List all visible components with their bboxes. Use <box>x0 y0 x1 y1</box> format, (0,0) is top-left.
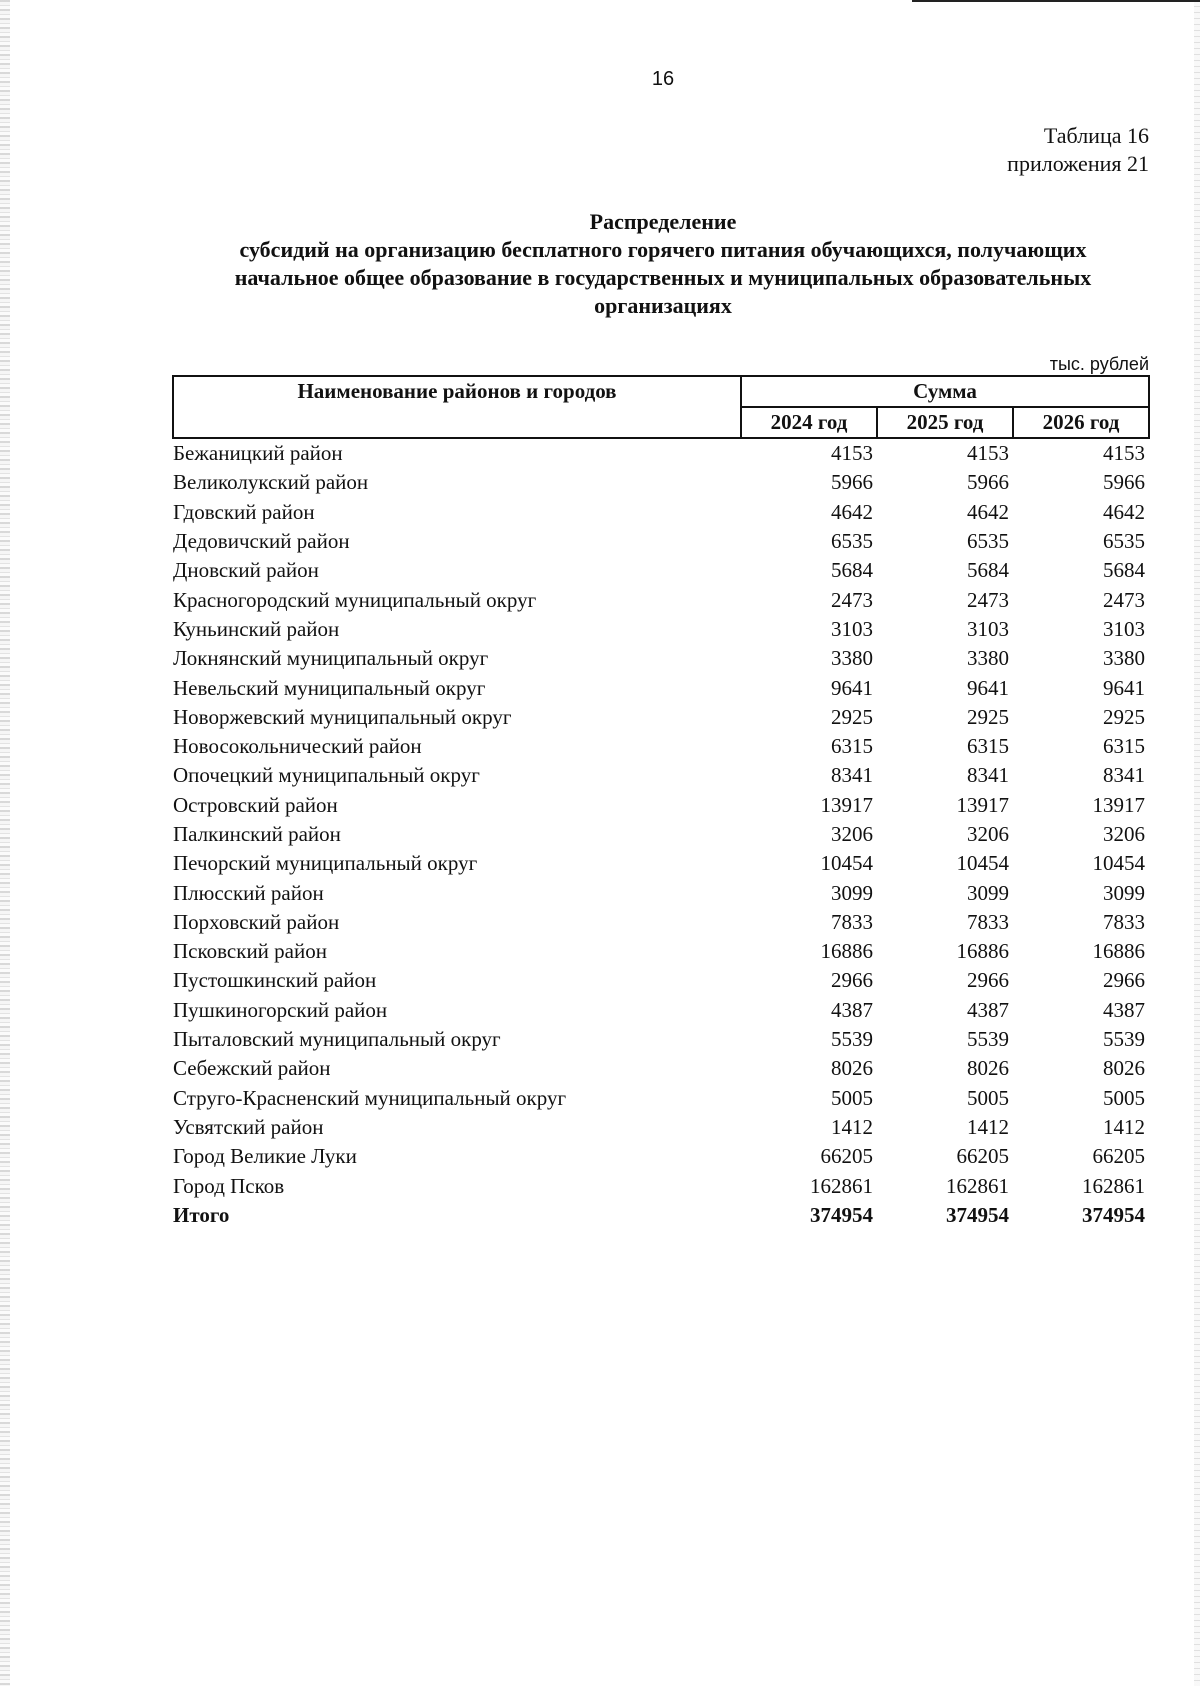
row-name: Опочецкий муниципальный округ <box>173 763 480 788</box>
units-label: тыс. рублей <box>1049 354 1149 374</box>
row-value-2025: 5005 <box>967 1085 1009 1110</box>
row-name: Пушкиногорский район <box>173 997 388 1022</box>
row-value-2026: 1412 <box>1103 1114 1146 1139</box>
row-name: Порховский район <box>173 909 340 934</box>
table-row <box>173 937 1149 966</box>
row-value-2026: 7833 <box>1103 909 1146 934</box>
table-row <box>173 908 1149 937</box>
row-value-2026: 3103 <box>1103 616 1146 641</box>
table-row <box>173 1025 1149 1054</box>
row-name: Красногородский муниципальный округ <box>173 587 537 612</box>
row-value-2025: 7833 <box>967 909 1009 934</box>
row-value-2026: 6315 <box>1103 734 1146 759</box>
row-value-2026: 5966 <box>1103 470 1146 495</box>
row-name: Новосокольнический район <box>173 734 422 759</box>
total-row <box>173 1201 1149 1230</box>
table-row <box>173 468 1149 497</box>
row-value-2024: 5005 <box>831 1085 873 1110</box>
row-name: Город Великие Луки <box>173 1144 357 1169</box>
row-value-2025: 6535 <box>967 529 1009 554</box>
table-row <box>173 1054 1149 1083</box>
table-row <box>173 878 1149 907</box>
title-line3: начальное общее образование в государственных и муниципальных образовательных <box>234 265 1092 290</box>
row-value-2024: 66205 <box>820 1144 873 1169</box>
row-value-2025: 5966 <box>967 470 1009 495</box>
row-value-2026: 10454 <box>1092 851 1146 876</box>
table-row <box>173 1142 1149 1171</box>
row-value-2025: 4642 <box>967 499 1009 524</box>
row-value-2025: 2473 <box>967 587 1009 612</box>
row-value-2024: 6315 <box>831 734 873 759</box>
row-value-2024: 5539 <box>831 1027 873 1052</box>
table-row <box>173 585 1149 614</box>
table-reference-line2: приложения 21 <box>1007 151 1149 176</box>
row-value-2024: 2966 <box>831 968 873 993</box>
table-row <box>173 615 1149 644</box>
row-value-2025: 4387 <box>967 997 1009 1022</box>
row-name: Островский район <box>173 792 338 817</box>
row-value-2024: 2473 <box>831 587 873 612</box>
row-name: Локнянский муниципальный округ <box>173 646 489 671</box>
table-reference <box>1007 122 1149 178</box>
header-row <box>173 376 1149 407</box>
row-name: Псковский район <box>173 939 327 964</box>
row-value-2026: 4153 <box>1103 441 1146 466</box>
row-value-2025: 8026 <box>967 1056 1009 1081</box>
row-value-2025: 8341 <box>967 763 1009 788</box>
page-number: 16 <box>651 68 675 90</box>
row-value-2025: 16886 <box>956 939 1009 964</box>
row-value-2026: 4642 <box>1103 499 1146 524</box>
table-row <box>173 791 1149 820</box>
row-value-2026: 13917 <box>1092 792 1146 817</box>
row-value-2026: 8026 <box>1103 1056 1146 1081</box>
row-value-2026: 2473 <box>1103 587 1146 612</box>
row-value-2025: 3099 <box>967 880 1009 905</box>
row-value-2026: 9641 <box>1103 675 1146 700</box>
table-reference-line1: Таблица 16 <box>1043 123 1149 148</box>
row-name: Гдовский район <box>173 499 315 524</box>
row-name: Палкинский район <box>173 822 341 846</box>
table-row <box>173 849 1149 878</box>
row-value-2026: 3206 <box>1103 822 1146 846</box>
document-title <box>150 208 1176 320</box>
table-row <box>173 527 1149 556</box>
row-value-2025: 13917 <box>956 792 1009 817</box>
scan-edge-right <box>1194 0 1200 1686</box>
title-line1: Распределение <box>589 209 737 234</box>
row-value-2024: 2925 <box>831 704 873 729</box>
row-value-2026: 5539 <box>1103 1027 1146 1052</box>
row-name: Пустошкинский район <box>173 968 377 993</box>
row-value-2024: 10454 <box>820 851 873 876</box>
row-value-2026: 2966 <box>1103 968 1146 993</box>
row-value-2024: 4153 <box>831 441 873 466</box>
row-value-2025: 3380 <box>967 646 1009 671</box>
table-row <box>173 761 1149 790</box>
table-row <box>173 1113 1149 1142</box>
table-row <box>173 966 1149 995</box>
table-row <box>173 556 1149 585</box>
table-row <box>173 1171 1149 1200</box>
title-line2: субсидий на организацию бесплатного горячего питания обучающихся, получающих <box>239 237 1087 262</box>
row-value-2024: 6535 <box>831 529 873 554</box>
row-name: Пыталовский муниципальный округ <box>173 1027 501 1052</box>
row-name: Усвятский район <box>173 1114 324 1139</box>
row-value-2025: 2925 <box>967 704 1009 729</box>
table-row <box>173 498 1149 527</box>
row-value-2026: 4387 <box>1103 997 1146 1022</box>
row-value-2026: 5005 <box>1103 1085 1146 1110</box>
row-value-2026: 3380 <box>1103 646 1146 671</box>
row-name: Бежаницкий район <box>173 441 343 466</box>
title-line4: организациях <box>594 293 732 318</box>
row-value-2025: 5539 <box>967 1027 1009 1052</box>
row-value-2026: 6535 <box>1103 529 1146 554</box>
row-value-2025: 1412 <box>967 1114 1009 1139</box>
row-value-2026: 162861 <box>1082 1173 1146 1198</box>
row-value-2025: 5684 <box>967 558 1009 583</box>
header-sum: Сумма <box>741 376 1149 407</box>
row-name: Печорский муниципальный округ <box>173 851 478 876</box>
row-value-2026: 8341 <box>1103 763 1146 788</box>
row-value-2024: 162861 <box>810 1173 873 1198</box>
row-name: Струго-Красненский муниципальный округ <box>173 1085 567 1110</box>
table-row <box>173 1084 1149 1113</box>
subsidy-table <box>172 375 1150 1230</box>
table-row <box>173 703 1149 732</box>
row-value-2024: 13917 <box>820 792 873 817</box>
row-value-2025: 9641 <box>967 675 1009 700</box>
row-value-2026: 66205 <box>1092 1144 1146 1169</box>
row-value-2025: 10454 <box>956 851 1009 876</box>
table-row <box>173 438 1149 468</box>
row-name: Себежский район <box>173 1056 331 1081</box>
total-value-2026: 374954 <box>1082 1202 1146 1227</box>
row-name: Новоржевский муниципальный округ <box>173 704 512 729</box>
row-value-2024: 4387 <box>831 997 873 1022</box>
row-value-2026: 2925 <box>1103 704 1146 729</box>
table-row <box>173 673 1149 702</box>
row-value-2025: 3206 <box>967 822 1009 846</box>
row-value-2024: 1412 <box>831 1114 873 1139</box>
row-name: Дедовичский район <box>173 529 350 554</box>
row-name: Дновский район <box>173 558 319 583</box>
scan-edge-top <box>912 0 1200 2</box>
row-value-2025: 4153 <box>967 441 1009 466</box>
row-value-2024: 16886 <box>820 939 873 964</box>
row-value-2024: 4642 <box>831 499 873 524</box>
row-value-2024: 3099 <box>831 880 873 905</box>
row-value-2024: 9641 <box>831 675 873 700</box>
header-year-2025: 2025 год <box>877 407 1013 438</box>
row-value-2024: 8341 <box>831 763 873 788</box>
table-row <box>173 732 1149 761</box>
row-value-2026: 16886 <box>1092 939 1146 964</box>
total-value-2024: 374954 <box>810 1202 873 1227</box>
row-value-2024: 5684 <box>831 558 873 583</box>
row-value-2025: 162861 <box>946 1173 1009 1198</box>
header-name: Наименование районов и городов <box>173 376 741 438</box>
total-name: Итого <box>173 1202 230 1227</box>
table-body <box>173 438 1149 1230</box>
table-row <box>173 820 1149 849</box>
row-value-2025: 6315 <box>967 734 1009 759</box>
header-year-2026: 2026 год <box>1013 407 1149 438</box>
row-value-2025: 3103 <box>967 616 1009 641</box>
row-value-2024: 8026 <box>831 1056 873 1081</box>
row-name: Куньинский район <box>173 616 340 641</box>
row-value-2025: 2966 <box>967 968 1009 993</box>
row-name: Невельский муниципальный округ <box>173 675 486 700</box>
row-name: Город Псков <box>173 1173 285 1198</box>
row-name: Великолукский район <box>173 470 369 495</box>
table-row <box>173 644 1149 673</box>
row-value-2026: 5684 <box>1103 558 1146 583</box>
row-value-2024: 5966 <box>831 470 873 495</box>
row-value-2026: 3099 <box>1103 880 1146 905</box>
scan-edge-left <box>0 0 10 1686</box>
row-value-2024: 7833 <box>831 909 873 934</box>
row-value-2025: 66205 <box>956 1144 1009 1169</box>
row-name: Плюсский район <box>173 880 324 905</box>
row-value-2024: 3103 <box>831 616 873 641</box>
total-value-2025: 374954 <box>946 1202 1009 1227</box>
table-row <box>173 996 1149 1025</box>
row-value-2024: 3206 <box>831 822 873 846</box>
row-value-2024: 3380 <box>831 646 873 671</box>
header-year-2024: 2024 год <box>741 407 877 438</box>
